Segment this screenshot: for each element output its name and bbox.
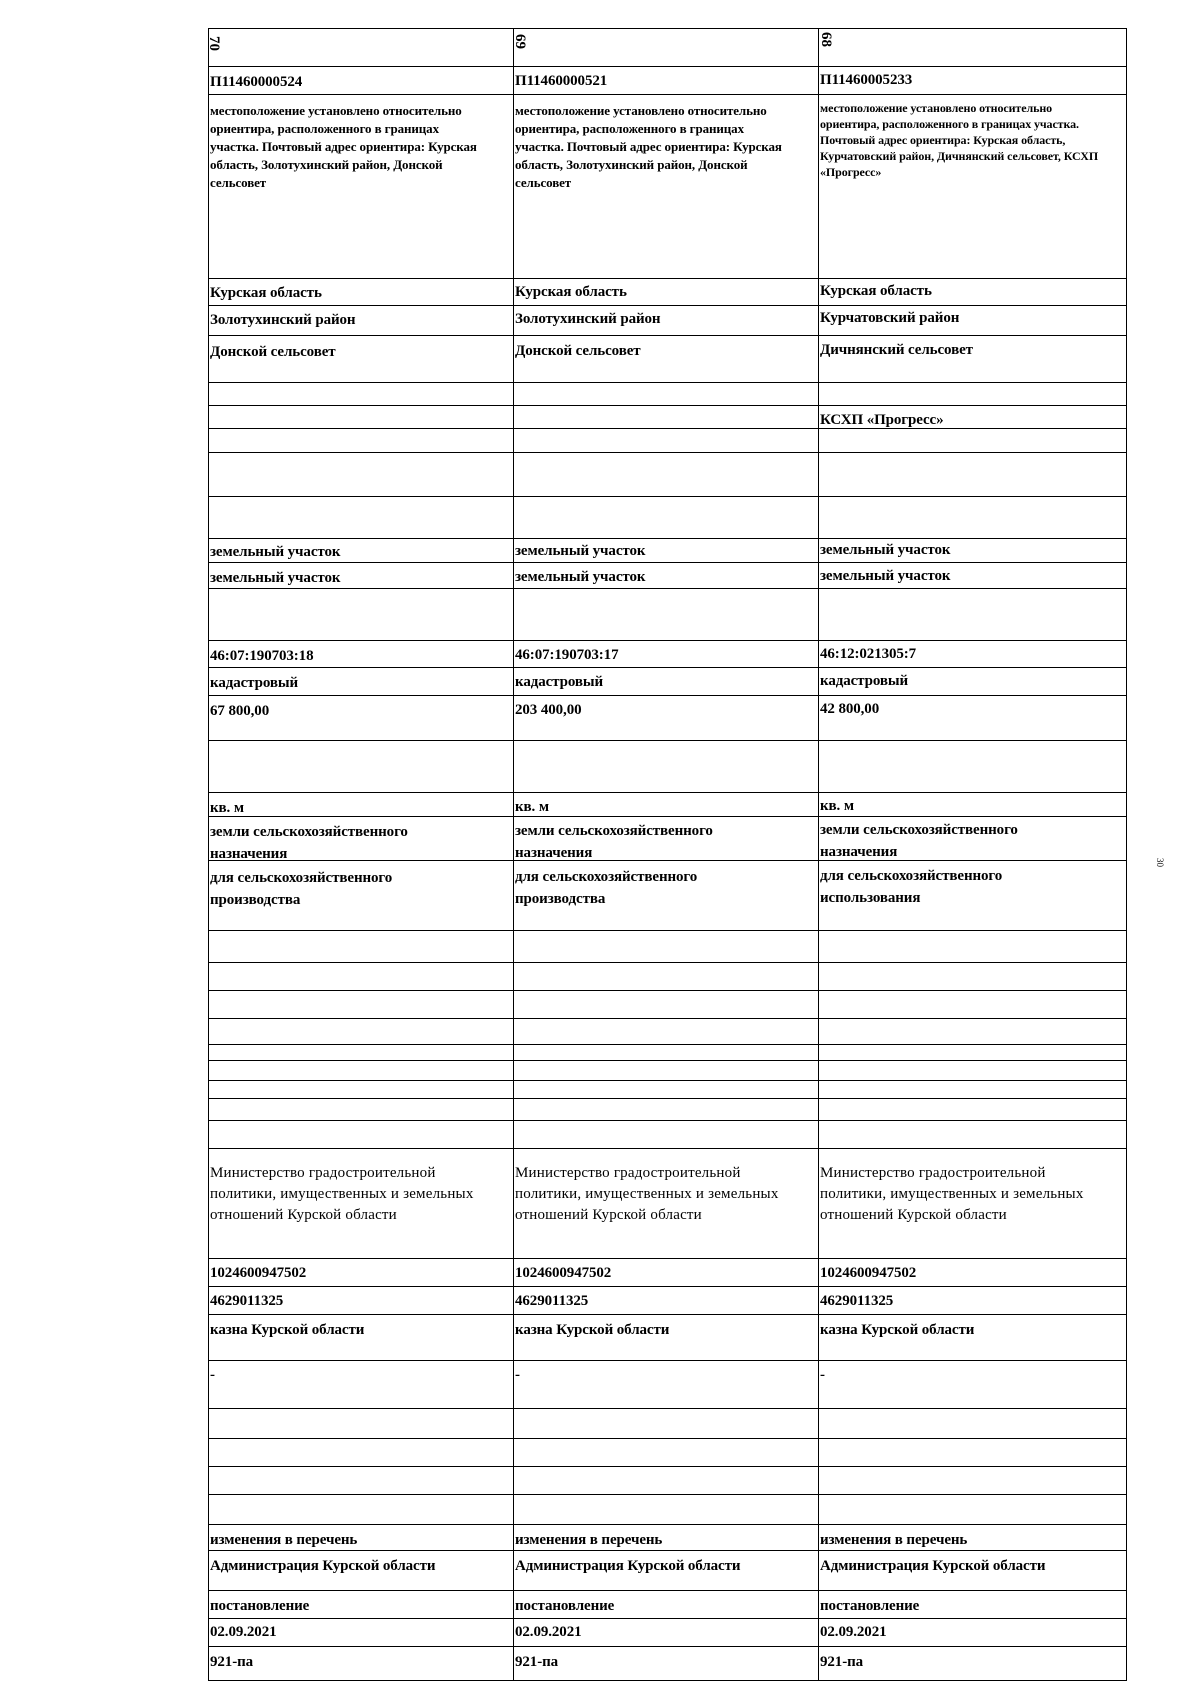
land-category-cont: назначения <box>515 845 593 861</box>
row-rule <box>208 452 1127 453</box>
object-kind: земельный участок <box>515 569 646 585</box>
encumbrance: - <box>515 1367 520 1383</box>
row-rule <box>208 930 1127 931</box>
cadastral-number: 46:07:190703:18 <box>210 648 314 664</box>
row-number: 69 <box>512 34 528 49</box>
land-category-cont: назначения <box>820 844 898 860</box>
locality: КСХП «Прогресс» <box>820 412 944 428</box>
inn: 4629011325 <box>515 1293 589 1309</box>
encumbrance: - <box>820 1367 825 1383</box>
owner-organization: Министерство градостроительной политики, имущественных и земельных отношений Курской области <box>515 1165 779 1223</box>
authority: Администрация Курской области <box>820 1558 1046 1574</box>
row-rule <box>208 1408 1127 1409</box>
row-rule <box>208 382 1127 383</box>
row-rule <box>208 1590 1127 1591</box>
row-rule <box>208 1258 1127 1259</box>
row-rule <box>208 1286 1127 1287</box>
region: Курская область <box>820 283 932 299</box>
row-rule <box>208 816 1127 817</box>
inn: 4629011325 <box>820 1293 894 1309</box>
row-rule <box>208 1314 1127 1315</box>
row-rule <box>208 1044 1127 1045</box>
act-type: постановление <box>820 1598 920 1614</box>
permitted-use-cont: производства <box>210 892 301 908</box>
row-number: 68 <box>818 32 834 47</box>
row-number: 70 <box>206 36 222 51</box>
permitted-use-cont: использования <box>820 890 921 906</box>
act-date: 02.09.2021 <box>515 1624 582 1640</box>
row-rule <box>208 562 1127 563</box>
row-rule <box>208 1438 1127 1439</box>
area-unit: кв. м <box>515 799 549 815</box>
row-rule <box>208 305 1127 306</box>
row-rule <box>208 695 1127 696</box>
act-date: 02.09.2021 <box>820 1624 887 1640</box>
ogrn: 1024600947502 <box>210 1265 307 1281</box>
row-rule <box>208 640 1127 641</box>
object-type: земельный участок <box>515 543 646 559</box>
row-rule <box>208 335 1127 336</box>
row-rule <box>208 278 1127 279</box>
change-type: изменения в перечень <box>515 1532 663 1548</box>
authority: Администрация Курской области <box>515 1558 741 1574</box>
act-number: 921-па <box>820 1654 864 1670</box>
object-type: земельный участок <box>210 544 341 560</box>
owner-organization: Министерство градостроительной политики, имущественных и земельных отношений Курской области <box>210 1165 474 1223</box>
row-rule <box>208 28 1127 29</box>
ogrn: 1024600947502 <box>515 1265 612 1281</box>
region: Курская область <box>515 284 627 300</box>
permitted-use: для сельскохозяйственного <box>515 869 698 885</box>
row-rule <box>208 1646 1127 1647</box>
row-rule <box>208 538 1127 539</box>
row-rule <box>208 1618 1127 1619</box>
area-value: 203 400,00 <box>515 702 582 718</box>
object-kind: земельный участок <box>820 568 951 584</box>
permitted-use: для сельскохозяйственного <box>820 868 1003 884</box>
registry-number: П11460005233 <box>820 72 913 88</box>
row-rule <box>208 792 1127 793</box>
land-category: земли сельскохозяйственного <box>210 824 408 840</box>
row-rule <box>208 1466 1127 1467</box>
inn: 4629011325 <box>210 1293 284 1309</box>
land-category-cont: назначения <box>210 846 288 862</box>
settlement: Донской сельсовет <box>515 343 641 359</box>
row-rule <box>208 1550 1127 1551</box>
row-rule <box>208 94 1127 95</box>
ownership: казна Курской области <box>210 1322 365 1338</box>
row-rule <box>208 428 1127 429</box>
row-rule <box>208 1524 1127 1525</box>
row-rule <box>208 1360 1127 1361</box>
ogrn: 1024600947502 <box>820 1265 917 1281</box>
row-rule <box>208 405 1127 406</box>
row-rule <box>208 1494 1127 1495</box>
settlement: Донской сельсовет <box>210 344 336 360</box>
authority: Администрация Курской области <box>210 1558 436 1574</box>
row-rule <box>208 66 1127 67</box>
act-type: постановление <box>210 1598 310 1614</box>
column-rule <box>1126 28 1127 1680</box>
area-unit: кв. м <box>820 798 854 814</box>
row-rule <box>208 1680 1127 1681</box>
district: Золотухинский район <box>515 311 661 327</box>
row-rule <box>208 667 1127 668</box>
land-category: земли сельскохозяйственного <box>820 822 1018 838</box>
district: Золотухинский район <box>210 312 356 328</box>
location-description: местоположение установлено относительно ориентира, расположенного в границах участка. Почтовый адрес ориентира: Курская область, Золотухинский район, Донской сельсовет <box>210 103 477 190</box>
region: Курская область <box>210 285 322 301</box>
act-date: 02.09.2021 <box>210 1624 277 1640</box>
settlement: Дичнянский сельсовет <box>820 342 973 358</box>
row-rule <box>208 496 1127 497</box>
registry-number: П11460000521 <box>515 73 608 89</box>
row-rule <box>208 860 1127 861</box>
row-rule <box>208 1098 1127 1099</box>
area-unit: кв. м <box>210 800 244 816</box>
location-description: местоположение установлено относительно ориентира, расположенного в границах участка. Почтовый адрес ориентира: Курская область, Курчатовский район, Дичнянский сельсовет, КСХП «Прогресс» <box>820 101 1099 179</box>
permitted-use: для сельскохозяйственного <box>210 870 393 886</box>
ownership: казна Курской области <box>820 1322 975 1338</box>
row-rule <box>208 1018 1127 1019</box>
row-rule <box>208 1148 1127 1149</box>
cadastral-number: 46:07:190703:17 <box>515 647 619 663</box>
row-rule <box>208 962 1127 963</box>
encumbrance: - <box>210 1367 215 1383</box>
row-rule <box>208 990 1127 991</box>
row-rule <box>208 588 1127 589</box>
act-number: 921-па <box>515 1654 559 1670</box>
row-rule <box>208 740 1127 741</box>
cadastral-number: 46:12:021305:7 <box>820 646 917 662</box>
object-type: земельный участок <box>820 542 951 558</box>
area-value: 67 800,00 <box>210 703 270 719</box>
ownership: казна Курской области <box>515 1322 670 1338</box>
land-category: земли сельскохозяйственного <box>515 823 713 839</box>
act-type: постановление <box>515 1598 615 1614</box>
row-rule <box>208 1120 1127 1121</box>
number-type: кадастровый <box>820 673 909 689</box>
number-type: кадастровый <box>515 674 604 690</box>
object-kind: земельный участок <box>210 570 341 586</box>
row-rule <box>208 1060 1127 1061</box>
number-type: кадастровый <box>210 675 299 691</box>
page-number: 30 <box>1155 858 1165 867</box>
row-rule <box>208 1080 1127 1081</box>
area-value: 42 800,00 <box>820 701 880 717</box>
change-type: изменения в перечень <box>210 1532 358 1548</box>
permitted-use-cont: производства <box>515 891 606 907</box>
owner-organization: Министерство градостроительной политики, имущественных и земельных отношений Курской области <box>820 1165 1084 1223</box>
district: Курчатовский район <box>820 310 960 326</box>
change-type: изменения в перечень <box>820 1532 968 1548</box>
act-number: 921-па <box>210 1654 254 1670</box>
registry-number: П11460000524 <box>210 74 303 90</box>
location-description: местоположение установлено относительно ориентира, расположенного в границах участка. Почтовый адрес ориентира: Курская область, Золотухинский район, Донской сельсовет <box>515 103 782 190</box>
